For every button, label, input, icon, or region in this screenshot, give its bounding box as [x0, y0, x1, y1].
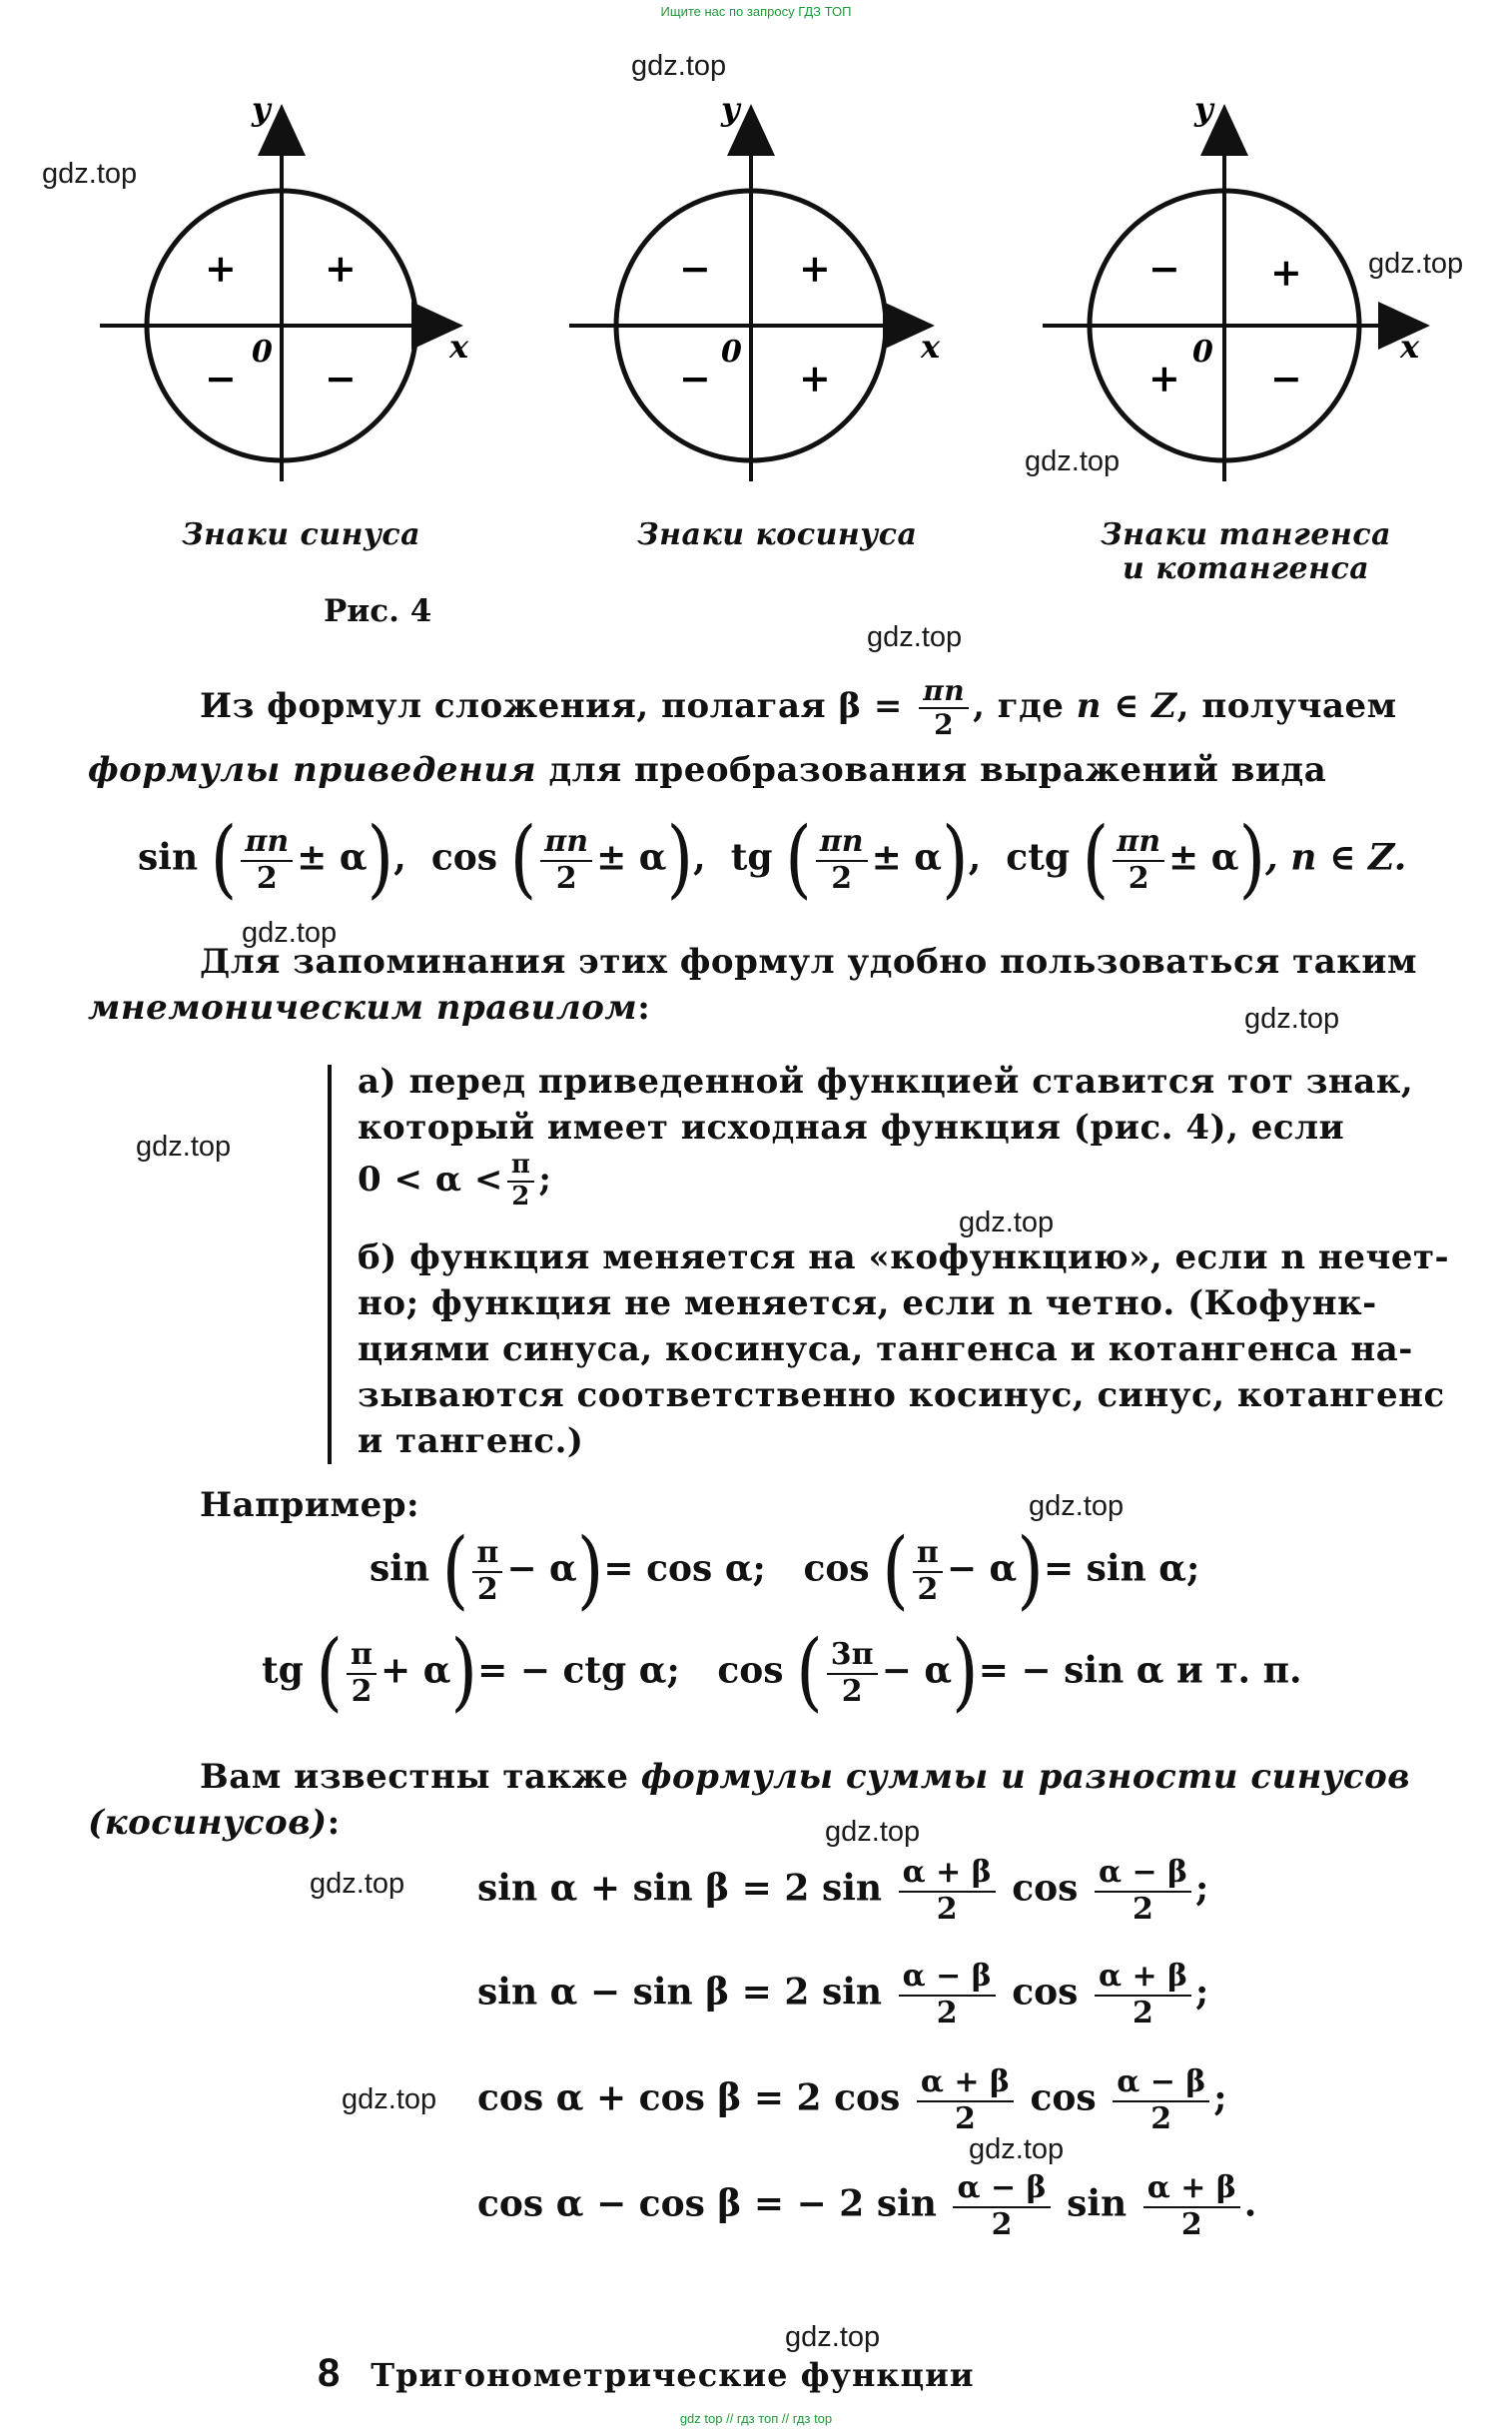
- watermark: gdz.top: [1368, 248, 1464, 280]
- sign-q2: +: [205, 246, 237, 291]
- rule-a-condition: 0 < α < $\frac{\pi}{2}$ ;: [358, 1150, 552, 1212]
- watermark: gdz.top: [1025, 445, 1121, 477]
- reduction-forms: sin ( $\frac{\pi n}{2}$ ± α), cos ( $\frac{\pi n}{2}$ ± α), tg ( $\frac{\pi n}{2}$ ± α), ctg ( $\frac{\pi n}{2}$ ± α), n ∈ Z.: [138, 810, 1407, 909]
- origin-label: 0: [252, 335, 273, 370]
- rule-b-line4: зываются соответственно косинус, синус, котангенс: [358, 1375, 1445, 1415]
- watermark: gdz.top: [785, 2321, 881, 2353]
- watermark: gdz.top: [867, 621, 963, 653]
- y-axis-label: y: [1194, 90, 1213, 128]
- watermark: gdz.top: [242, 917, 338, 949]
- y-axis-label: y: [252, 90, 271, 128]
- watermark: gdz.top: [42, 158, 138, 190]
- sign-q4: +: [799, 356, 831, 401]
- sine-sign-circle: [100, 90, 469, 481]
- paragraph-addition-formulas: Из формул сложения, полагая β = $\frac{\pi n}{2}$ , где n ∈ Z, получаем: [200, 674, 1397, 742]
- origin-label: 0: [1192, 335, 1213, 370]
- sum-formula: sin α − sin β = 2 sin $\frac{\alpha - \beta}{2}$ cos $\frac{\alpha + \beta}{2}$ ;: [477, 1959, 1209, 2030]
- sum-formula: cos α + cos β = 2 cos $\frac{\alpha + \beta}{2}$ cos $\frac{\alpha - \beta}{2}$ ;: [477, 2064, 1227, 2136]
- page-number: 8: [318, 2351, 342, 2395]
- sign-q4: −: [325, 356, 357, 401]
- watermark: gdz.top: [136, 1131, 232, 1163]
- rule-b-line3: циями синуса, косинуса, тангенса и котангенса на-: [358, 1329, 1413, 1369]
- origin-label: 0: [721, 335, 742, 370]
- watermark: gdz.top: [825, 1816, 921, 1848]
- watermark: gdz.top: [959, 1207, 1055, 1238]
- example-row-1: sin ( $\frac{\pi}{2}$ − α)= cos α; cos ( $\frac{\pi}{2}$ − α)= sin α;: [370, 1521, 1200, 1620]
- running-title: Тригонометрические функции: [371, 2356, 975, 2394]
- example-row-2: tg ( $\frac{\pi}{2}$ + α)= − ctg α; cos ( $\frac{3\pi}{2}$ − α)= − sin α и т. п.: [262, 1623, 1302, 1722]
- rule-a-line1: а) перед приведенной функцией ставится тот знак,: [358, 1062, 1414, 1102]
- caption-sine: Знаки синуса: [182, 517, 421, 552]
- paragraph-mnemonic-line2: мнемоническим правилом:: [88, 988, 651, 1028]
- watermark: gdz.top: [1244, 1003, 1340, 1035]
- sign-diagrams: [0, 90, 1512, 509]
- paragraph-reduction-intro: формулы приведения для преобразования выражений вида: [88, 750, 1327, 790]
- caption-tangent-line1: Знаки тангенса: [1101, 517, 1392, 552]
- rule-a-line2: который имеет исходная функция (рис. 4), если: [358, 1108, 1345, 1148]
- sum-formula: cos α − cos β = − 2 sin $\frac{\alpha - \beta}{2}$ sin $\frac{\alpha + \beta}{2}$ .: [477, 2170, 1257, 2242]
- cosine-sign-circle: [569, 90, 941, 481]
- sign-q3: +: [1148, 356, 1180, 401]
- sign-q1: +: [799, 246, 831, 291]
- x-axis-label: x: [449, 328, 469, 366]
- footer-note: gdz top // гдз топ // гдз top: [679, 2411, 833, 2426]
- rule-b-line1: б) функция меняется на «кофункцию», если n нечет-: [358, 1237, 1450, 1277]
- sign-q2: −: [1148, 246, 1180, 291]
- sign-q2: −: [679, 246, 711, 291]
- example-label: Например:: [200, 1485, 420, 1525]
- sign-q3: −: [205, 356, 237, 401]
- watermark: gdz.top: [342, 2083, 437, 2115]
- watermark: gdz.top: [310, 1868, 405, 1900]
- sign-q1: +: [1270, 250, 1302, 295]
- x-axis-label: x: [921, 328, 941, 366]
- y-axis-label: y: [721, 90, 740, 128]
- watermark: gdz.top: [969, 2133, 1065, 2165]
- rule-bar: [328, 1065, 332, 1464]
- watermark: gdz.top: [631, 50, 727, 82]
- x-axis-label: x: [1400, 328, 1420, 366]
- sign-q3: −: [679, 356, 711, 401]
- rule-b-line2: но; функция не меняется, если n четно. (Кофунк-: [358, 1283, 1377, 1323]
- paragraph-sum-formulas-line2: (косинусов):: [88, 1803, 341, 1843]
- figure-label: Рис. 4: [324, 593, 432, 629]
- tangent-sign-circle: [1043, 90, 1426, 481]
- header-note: Ищите нас по запросу ГДЗ ТОП: [660, 4, 852, 19]
- sign-q1: +: [325, 246, 357, 291]
- sum-formula: sin α + sin β = 2 sin $\frac{\alpha + \beta}{2}$ cos $\frac{\alpha - \beta}{2}$ ;: [477, 1855, 1209, 1927]
- rule-b-line5: и тангенс.): [358, 1421, 584, 1461]
- page-footer: [318, 2351, 975, 2396]
- caption-cosine: Знаки косинуса: [637, 517, 918, 552]
- paragraph-mnemonic-line1: Для запоминания этих формул удобно пользоваться таким: [200, 942, 1418, 982]
- watermark: gdz.top: [1029, 1490, 1125, 1522]
- caption-tangent-line2: и котангенса: [1123, 551, 1370, 586]
- paragraph-sum-formulas-line1: Вам известны также формулы суммы и разности синусов: [200, 1757, 1411, 1797]
- sign-q4: −: [1270, 356, 1302, 401]
